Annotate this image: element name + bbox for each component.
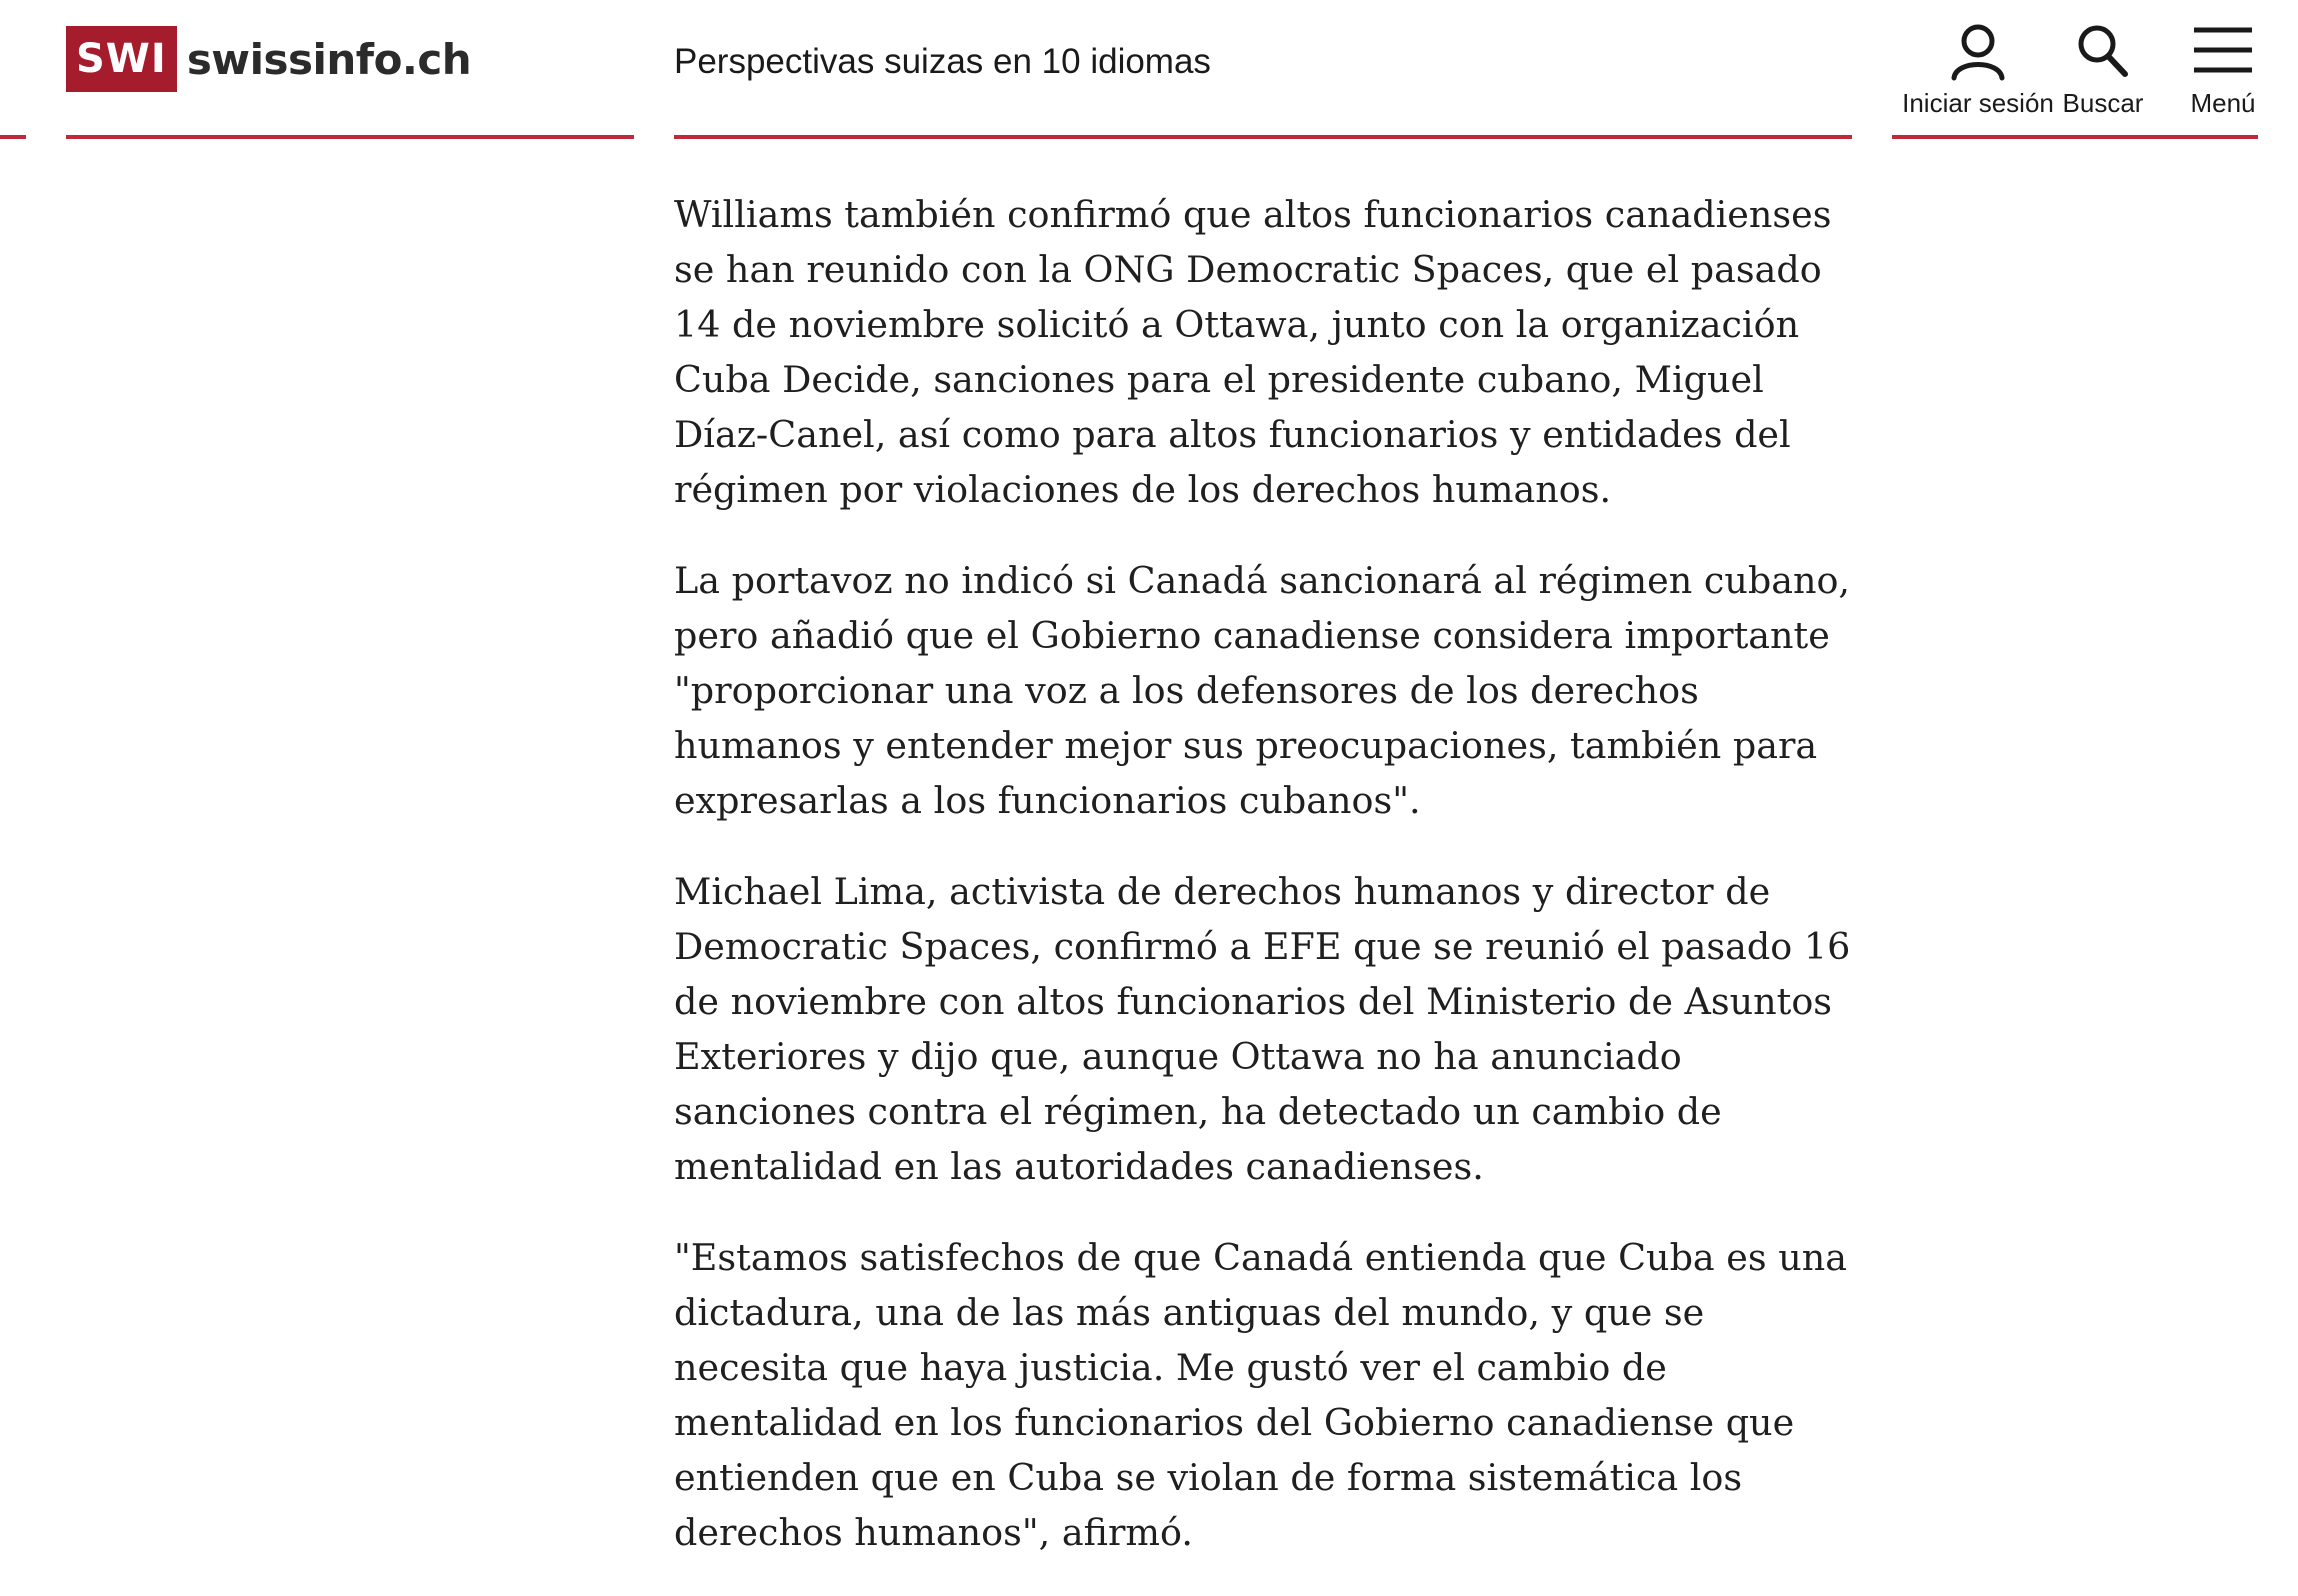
- hamburger-menu-icon: [2192, 22, 2254, 80]
- login-label: Iniciar sesión: [1902, 88, 2054, 118]
- search-icon: [2075, 22, 2131, 80]
- logo-badge: SWI: [66, 26, 177, 92]
- logo-text: swissinfo.ch: [186, 34, 472, 84]
- site-logo[interactable]: [66, 26, 471, 92]
- header-divider: [0, 135, 26, 139]
- search-button[interactable]: [2048, 22, 2158, 119]
- search-label: Buscar: [2062, 88, 2144, 118]
- article-body: [674, 187, 1854, 1596]
- site-header: [0, 0, 2298, 140]
- site-tagline: Perspectivas suizas en 10 idiomas: [674, 42, 1211, 81]
- menu-button[interactable]: [2168, 22, 2278, 119]
- article-paragraph: Williams también confirmó que altos funcionarios canadienses se han reunido con la ONG Democratic Spaces, que el pasado 14 de noviembre solicitó a Ottawa, junto con la organización Cuba Decide, sanciones para el presidente cubano, Miguel Díaz-Canel, así como para altos funcionarios y entidades del régimen por violaciones de los derechos humanos.: [674, 193, 1832, 511]
- header-divider: [66, 135, 634, 139]
- article-paragraph: La portavoz no indicó si Canadá sancionará al régimen cubano, pero añadió que el Gobierno canadiense considera importante "proporcionar una voz a los defensores de los derechos humanos y entender mejor sus preocupaciones, también para expresarlas a los funcionarios cubanos".: [674, 559, 1851, 822]
- menu-label: Menú: [2190, 88, 2256, 118]
- header-divider: [1892, 135, 2258, 139]
- header-divider: [674, 135, 1852, 139]
- user-icon: [1948, 22, 2008, 80]
- article-paragraph: Michael Lima, activista de derechos humanos y director de Democratic Spaces, confirmó a EFE que se reunió el pasado 16 de noviembre con altos funcionarios del Ministerio de Asuntos Exteriores y dijo que, aunque Ottawa no ha anunciado sanciones contra el régimen, ha detectado un cambio de mentalidad en las autoridades canadienses.: [674, 870, 1851, 1188]
- article-paragraph: "Estamos satisfechos de que Canadá entienda que Cuba es una dictadura, una de las más antiguas del mundo, y que se necesita que haya justicia. Me gustó ver el cambio de mentalidad en los funcionarios del Gobierno canadiense que entienden que en Cuba se violan de forma sistemática los derechos humanos", afirmó.: [674, 1236, 1848, 1554]
